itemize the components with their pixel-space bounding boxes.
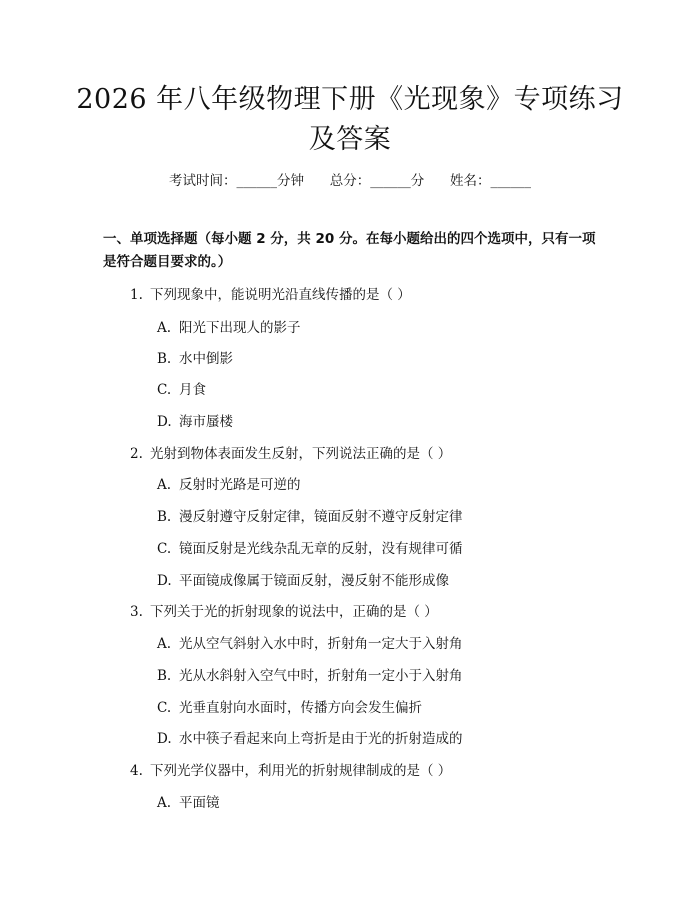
option-text: 阳光下出现人的影子 [179,320,301,336]
option-text: 漫反射遵守反射定律，镜面反射不遵守反射定律 [179,509,463,525]
question-3 [130,600,438,620]
option-text: 平面镜成像属于镜面反射，漫反射不能形成像 [179,573,449,589]
question-1-option-b [157,347,233,367]
option-letter: C. [157,541,172,557]
question-3-option-d [157,727,463,747]
option-letter: A. [157,477,172,493]
question-4-option-a [157,791,220,811]
question-number: 4. [130,763,143,779]
option-text: 光从水斜射入空气中时，折射角一定小于入射角 [179,668,463,684]
option-text: 水中倒影 [179,351,233,367]
option-text: 海市蜃楼 [179,414,233,430]
question-1-option-d [157,410,233,430]
question-text: 下列现象中，能说明光沿直线传播的是（ ） [150,287,411,303]
option-letter: B. [157,668,172,684]
question-1-option-a [157,316,301,336]
option-letter: C. [157,700,172,716]
question-1-option-c [157,378,206,398]
question-2-option-c [157,537,463,557]
option-letter: A. [157,795,172,811]
score-label: 总分： [329,173,371,189]
option-text: 平面镜 [179,795,220,811]
exam-info-line [0,169,700,189]
name-blank: ______ [490,173,531,189]
option-text: 镜面反射是光线杂乱无章的反射，没有规律可循 [179,541,463,557]
option-letter: C. [157,382,172,398]
option-text: 反射时光路是可逆的 [179,477,301,493]
time-unit: 分钟 [277,173,304,189]
option-text: 光从空气斜射入水中时，折射角一定大于入射角 [179,636,463,652]
question-2-option-b [157,505,463,525]
question-2-option-d [157,569,449,589]
option-text: 月食 [179,382,206,398]
time-label: 考试时间： [169,173,237,189]
option-text: 水中筷子看起来向上弯折是由于光的折射造成的 [179,731,463,747]
option-letter: B. [157,509,172,525]
question-text: 下列关于光的折射现象的说法中，正确的是（ ） [150,604,438,620]
option-text: 光垂直射向水面时，传播方向会发生偏折 [179,700,422,716]
option-letter: A. [157,636,172,652]
option-letter: D. [157,573,172,589]
time-blank: ______ [236,173,277,189]
question-2 [130,442,451,462]
option-letter: A. [157,320,172,336]
question-3-option-a [157,632,463,652]
score-unit: 分 [410,173,425,189]
title-line-1: 2026 年八年级物理下册《光现象》专项练习 [76,84,624,115]
question-4 [130,759,451,779]
title-line-2: 及答案 [308,124,392,155]
section-1-heading: 一、单项选择题（每小题 2 分，共 20 分。在每小题给出的四个选项中，只有一项是符合题目要求的。） [103,231,596,270]
question-3-option-b [157,664,463,684]
question-number: 1. [130,287,143,303]
question-number: 3. [130,604,143,620]
question-number: 2. [130,446,143,462]
option-letter: D. [157,731,172,747]
question-text: 下列光学仪器中，利用光的折射规律制成的是（ ） [150,763,452,779]
option-letter: B. [157,351,172,367]
score-blank: ______ [370,173,411,189]
question-2-option-a [157,473,301,493]
question-1 [130,283,411,303]
name-label: 姓名： [450,173,491,189]
question-text: 光射到物体表面发生反射，下列说法正确的是（ ） [150,446,452,462]
question-3-option-c [157,696,422,716]
document-title [60,80,640,160]
option-letter: D. [157,414,172,430]
